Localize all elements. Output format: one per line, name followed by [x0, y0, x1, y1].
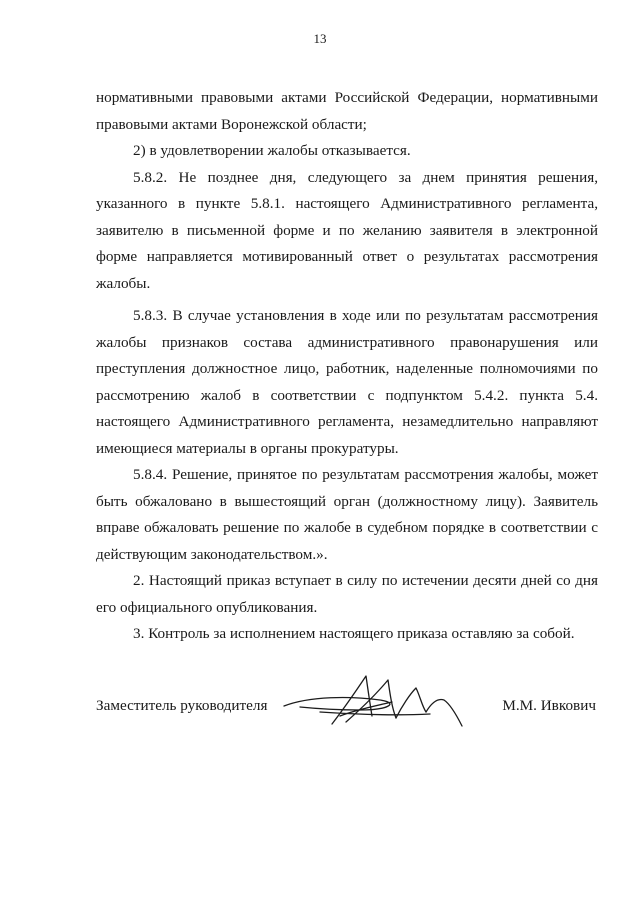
paragraph-order-effective: 2. Настоящий приказ вступает в силу по истечении десяти дней со дня его официального опубликования.: [96, 572, 598, 616]
paragraph-5-8-2: 5.8.2. Не позднее дня, следующего за днем принятия решения, указанного в пункте 5.8.1. настоящего Административного регламента, заявителю в письменной форме и по желанию заявителя в электронной форме направляется мотивированный ответ о результатах рассмотрения жалобы.: [96, 168, 598, 292]
paragraph-refusal: 2) в удовлетворении жалобы отказывается.: [133, 142, 411, 159]
paragraph-order-control: 3. Контроль за исполнением настоящего приказа оставляю за собой.: [133, 625, 575, 642]
signatory-name: М.М. Ивкович: [502, 697, 596, 714]
paragraph-5-8-3: 5.8.3. В случае установления в ходе или по результатам рассмотрения жалобы признаков состава административного правонарушения или преступления должностное лицо, работник, наделенные полномочиями по рассмотрению жалоб в соответствии с подпунктом 5.4.2. пункта 5.4. настоящего Административного регламента, незамедлительно направляют имеющиеся материалы в органы прокуратуры.: [96, 307, 598, 457]
signatory-title: Заместитель руководителя: [96, 697, 268, 714]
page-number: 13: [313, 31, 327, 46]
paragraph-continuation: нормативными правовыми актами Российской Федерации, нормативными правовыми актами Воронежской области;: [96, 89, 598, 133]
handwritten-signature: [280, 666, 470, 736]
paragraph-5-8-4: 5.8.4. Решение, принятое по результатам рассмотрения жалобы, может быть обжаловано в вышестоящий орган (должностному лицу). Заявитель вправе обжаловать решение по жалобе в судебном порядке в соответствии с действующим законодательством.».: [96, 466, 598, 563]
document-body: [96, 85, 598, 648]
